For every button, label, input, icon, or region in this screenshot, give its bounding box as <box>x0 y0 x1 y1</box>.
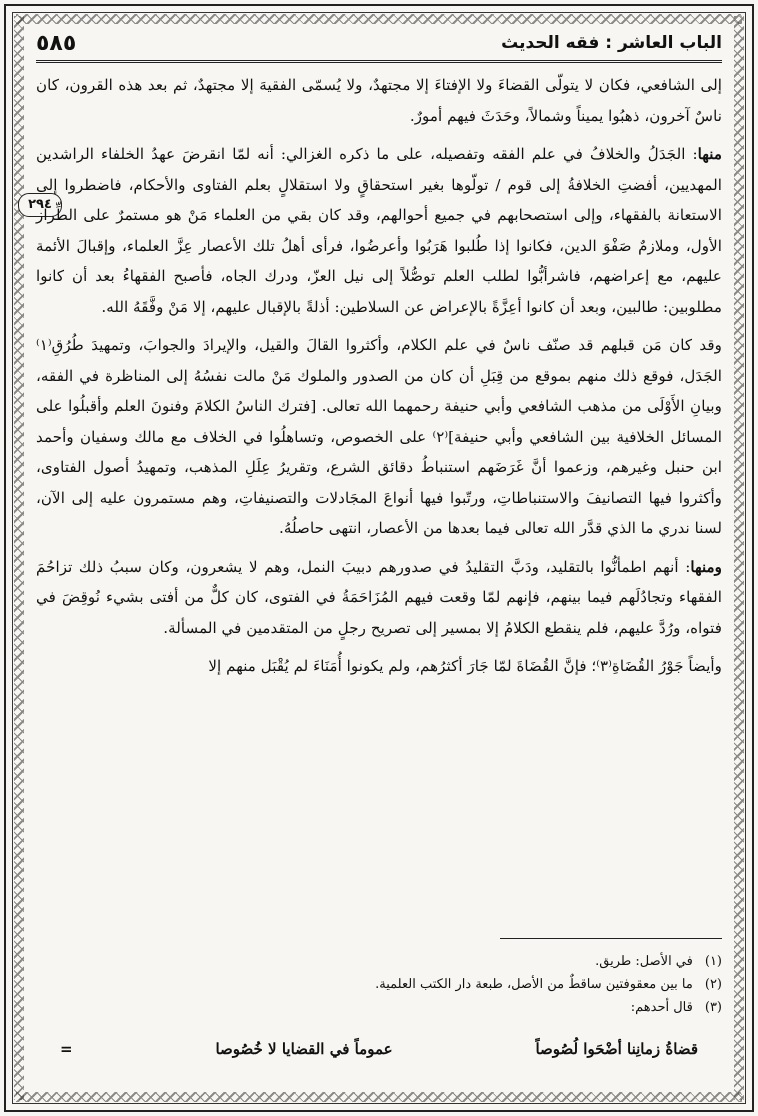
footnote <box>36 973 722 996</box>
footnote-separator <box>500 938 722 939</box>
footnote <box>36 950 722 973</box>
chapter-title: الباب العاشر : فقه الحديث <box>501 33 722 53</box>
ornament-top <box>16 14 742 24</box>
running-header <box>36 26 722 63</box>
footnote <box>36 996 722 1019</box>
paragraph <box>36 552 722 644</box>
paragraph-text: وقد كان مَن قبلهم قد صنّف ناسٌ في علم الكلام، وأكثروا القالَ والقيل، والإيرادَ والجوابَ، وتمهيدَ طُرُقِ⁽١⁾ الجَدَل، فوقع ذلك منهم بموقع من قِبَلِ أن كان من الصدور والملوك مَنْ مالت نفسُهُ إلى المناظرة في الفقه، وبيانِ الأَوْلَى من مذهب الشافعي وأبي حنيفة رحمهما الله تعالى. [فترك الناسُ الكلامَ وفنونَ العلم وأقبلُوا على المسائل الخلافية بين الشافعي وأبي حنيفة]⁽٢⁾ على الخصوص، وتساهلُوا في الخلاف مع مالك وسفيان وأحمد ابن حنبل وغيرهم، وزعموا أنَّ غَرَضَهم استنباطُ دقائق الشرع، وتقريرُ عِلَلِ المذهب، وتمهيدُ أصول الفتاوى، وأكثروا فيها التصانيفَ والاستنباطاتِ، ورتّبوا فيها أنواعَ المجَادلات والتصنيفاتِ، وهم مستمرون عليه إلى الآن، لسنا ندري ما الذي قدَّر الله تعالى فيما بعدها من الأعصار، انتهى حاصلُهُ. <box>36 336 723 537</box>
verse-hemistich-second: عموماً في القضايا لا خُصُوصا <box>215 1040 393 1058</box>
footnote-text: ما بين معقوفتين ساقطٌ من الأصل، طبعة دار الكتب العلمية. <box>375 977 693 992</box>
continuation-marker: = <box>60 1040 73 1058</box>
paragraph-lead: منها <box>697 145 722 163</box>
ornament-bottom <box>16 1092 742 1102</box>
paragraph-text: إلى الشافعي، فكان لا يتولّى القضاءَ ولا الإفتاءَ إلا مجتهدٌ، ولا يُسمّى الفقيهَ إلا مجتهدٌ، ثم بعد هذه القرون، كان ناسٌ آخرون، ذهبُوا يميناً وشمالاً، وحَدَثَ فيهم أمورٌ. <box>36 76 722 125</box>
paragraph <box>36 330 722 544</box>
paragraph <box>36 70 722 131</box>
paragraph-lead: ومنها <box>690 557 722 576</box>
footnote-number: (١) <box>704 954 722 969</box>
footnote-number: (٢) <box>704 977 722 992</box>
main-text <box>36 70 722 690</box>
margin-page-marker: ٢٩٤ <box>18 193 62 217</box>
ornament-right <box>734 16 744 1100</box>
paragraph <box>36 139 722 322</box>
footnote-number: (٣) <box>704 1000 722 1015</box>
footnote-text: قال أحدهم: <box>630 1000 693 1015</box>
footnote-text: في الأصل: طريق. <box>595 954 693 969</box>
paragraph <box>36 651 722 682</box>
footnotes <box>36 950 722 1019</box>
verse-hemistich-first: قضاةُ زمانِنا أضْحَوا لُصُوصاً <box>535 1040 698 1058</box>
page-number: ٥٨٥ <box>36 30 77 56</box>
paragraph-text: وأيضاً جَوْرُ القُضَاةِ⁽٣⁾؛ فإنَّ القُضَاةَ لمّا جَارَ أكثرُهم، ولم يكونوا أُمَنَاءَ لم يُقْبَل منهم إلا <box>208 657 722 675</box>
ornament-left <box>14 16 24 1100</box>
paragraph-text: : الجَدَلُ والخلافُ في علم الفقه وتفصيله، على ما ذكره الغزالي: أنه لمّا انقرضَ عهدُ الخلفاء الراشدين المهديين، أفضتِ الخلافةُ إلى قوم / تولّوها بغير استحقاقٍ ولا استقلالٍ بعلم الفتاوى والأحكام، فاضطروا إلى الاستعانة بالفقهاء، وإلى استصحابهم في جميع أحوالهم، وقد كان بقي من العلماء مَنْ هو مستمرٌ على الطِّراز الأول، وملازمٌ صَفْوَ الدين، فكانوا إذا طُلبوا هَرَبُوا وأعرضُوا، فرأى أهلُ تلك الأعصار عِزَّ العلماء، وإقبالَ الأئمة عليهم، مع إعراضهم، فاشرأبُّوا لطلب العلم توصُّلاً إلى نيل العزّ، ودرك الجاه، فأصبح الفقهاءُ بعد أن كانوا مطلوبين: طالبين، وبعد أن كانوا أعِزَّةً بالإعراض عن السلاطين: أذلةً بالإقبال عليهم، إلا مَنْ وفَّقَهُ الله. <box>36 145 722 316</box>
paragraph-text: : أنهم اطمأنُّوا بالتقليد، ودَبَّ التقليدُ في صدورهم دبيبَ النمل، وهم لا يشعرون، وكان سببُ ذلك تزاحُمَ الفقهاء وتجادُلَهم فيما بينهم، فإنهم لمّا وقعت فيهم المُزَاحَمَةُ في الفتوى، كان كلٌّ من أفتى بشيء نُوقِضَ في فتواه، ورُدَّ عليهم، فلم ينقطع الكلامُ إلا بمسير إلى تصريح رجلٍ من المتقدمين في المسألة. <box>36 557 722 637</box>
poetry-verse <box>60 1040 698 1058</box>
